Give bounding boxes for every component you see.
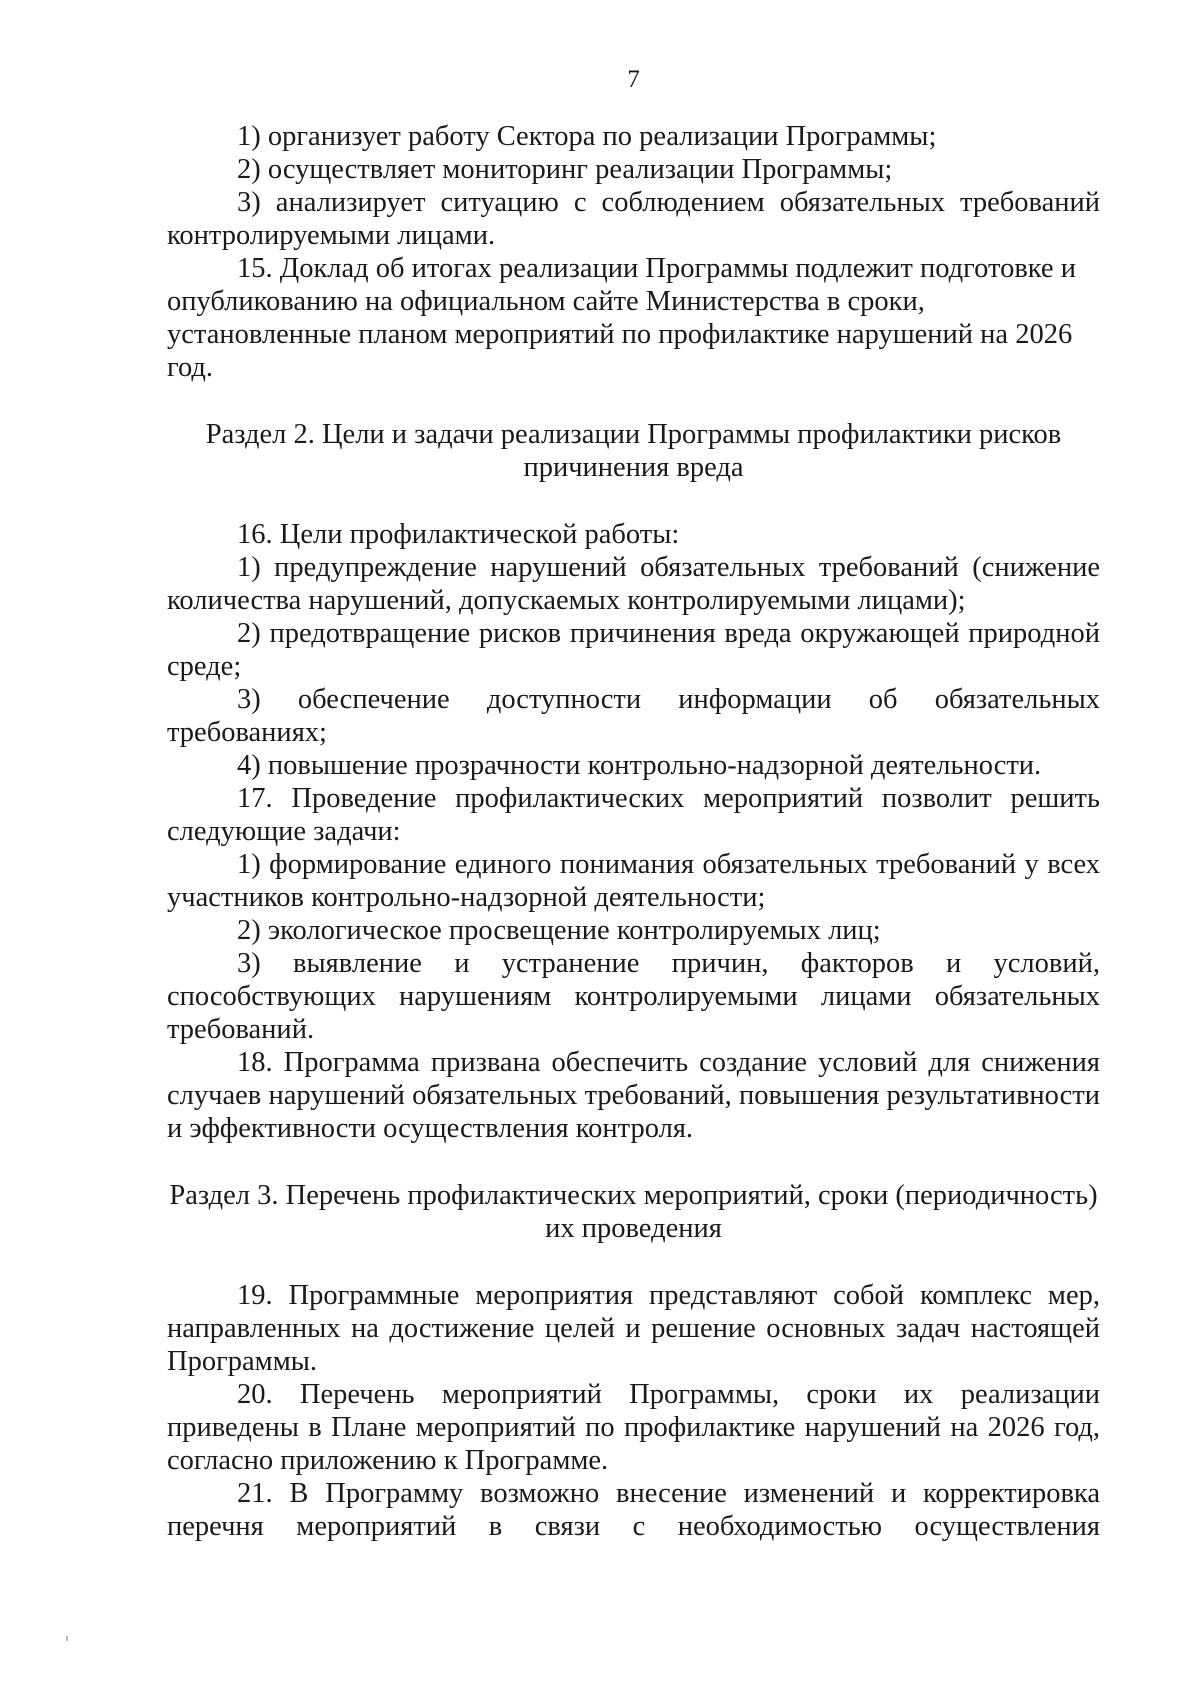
document-page (167, 0, 1100, 1697)
paragraph-17-item-2: 2) экологическое просвещение контролируемых лиц; (237, 915, 881, 946)
paragraph-20: 20. Перечень мероприятий Программы, сроки их реализации приведены в Плане мероприятий по профилактике нарушений на 2026 год, согласно приложению к Программе. (167, 1379, 1100, 1476)
paragraph-16-item-2: 2) предотвращение рисков причинения вреда окружающей природной среде; (167, 618, 1100, 682)
section-2-title-line-1: Раздел 2. Цели и задачи реализации Программы профилактики рисков (205, 419, 1062, 450)
section-3-heading (167, 1179, 1100, 1245)
paragraph-16-item-1: 1) предупреждение нарушений обязательных требований (снижение количества нарушений, допускаемых контролируемыми лицами); (167, 552, 1100, 616)
paragraph-17: 17. Проведение профилактических мероприятий позволит решить следующие задачи: (167, 783, 1100, 847)
paragraph-19: 19. Программные мероприятия представляют собой комплекс мер, направленных на достижение целей и решение основных задач настоящей Программы. (167, 1280, 1100, 1377)
section-3-title-line-2: их проведения (545, 1213, 722, 1244)
section-2-heading (167, 418, 1100, 484)
page-number: 7 (627, 66, 640, 93)
section-2-title-line-2: причинения вреда (523, 452, 744, 483)
section-3-title-line-1: Раздел 3. Перечень профилактических мероприятий, сроки (периодичность) (169, 1180, 1098, 1211)
paragraph-15: 15. Доклад об итогах реализации Программы подлежит подготовке и опубликованию на официальном сайте Министерства в сроки, установленные планом мероприятий по профилактике нарушений на 2026 год. (167, 253, 1076, 383)
paragraph-item-2: 2) осуществляет мониторинг реализации Программы; (237, 154, 893, 185)
paragraph-18: 18. Программа призвана обеспечить создание условий для снижения случаев нарушений обязательных требований, повышения результативности и эффективности осуществления контроля. (167, 1047, 1100, 1144)
scan-artifact (66, 1636, 68, 1641)
paragraph-17-item-1: 1) формирование единого понимания обязательных требований у всех участников контрольно-надзорной деятельности; (167, 849, 1100, 913)
paragraph-16: 16. Цели профилактической работы: (237, 519, 680, 550)
paragraph-16-item-3: 3) обеспечение доступности информации об обязательных требованиях; (167, 684, 1100, 748)
paragraph-16-item-4: 4) повышение прозрачности контрольно-надзорной деятельности. (237, 750, 1042, 781)
paragraph-item-3: 3) анализирует ситуацию с соблюдением обязательных требований контролируемыми лицами. (167, 187, 1100, 251)
paragraph-item-1: 1) организует работу Сектора по реализации Программы; (237, 121, 937, 152)
document-body (167, 120, 1100, 1543)
paragraph-21: 21. В Программу возможно внесение изменений и корректировка перечня мероприятий в связи с необходимостью осуществления (167, 1478, 1100, 1542)
paragraph-17-item-3: 3) выявление и устранение причин, факторов и условий, способствующих нарушениям контролируемыми лицами обязательных требований. (167, 948, 1100, 1045)
